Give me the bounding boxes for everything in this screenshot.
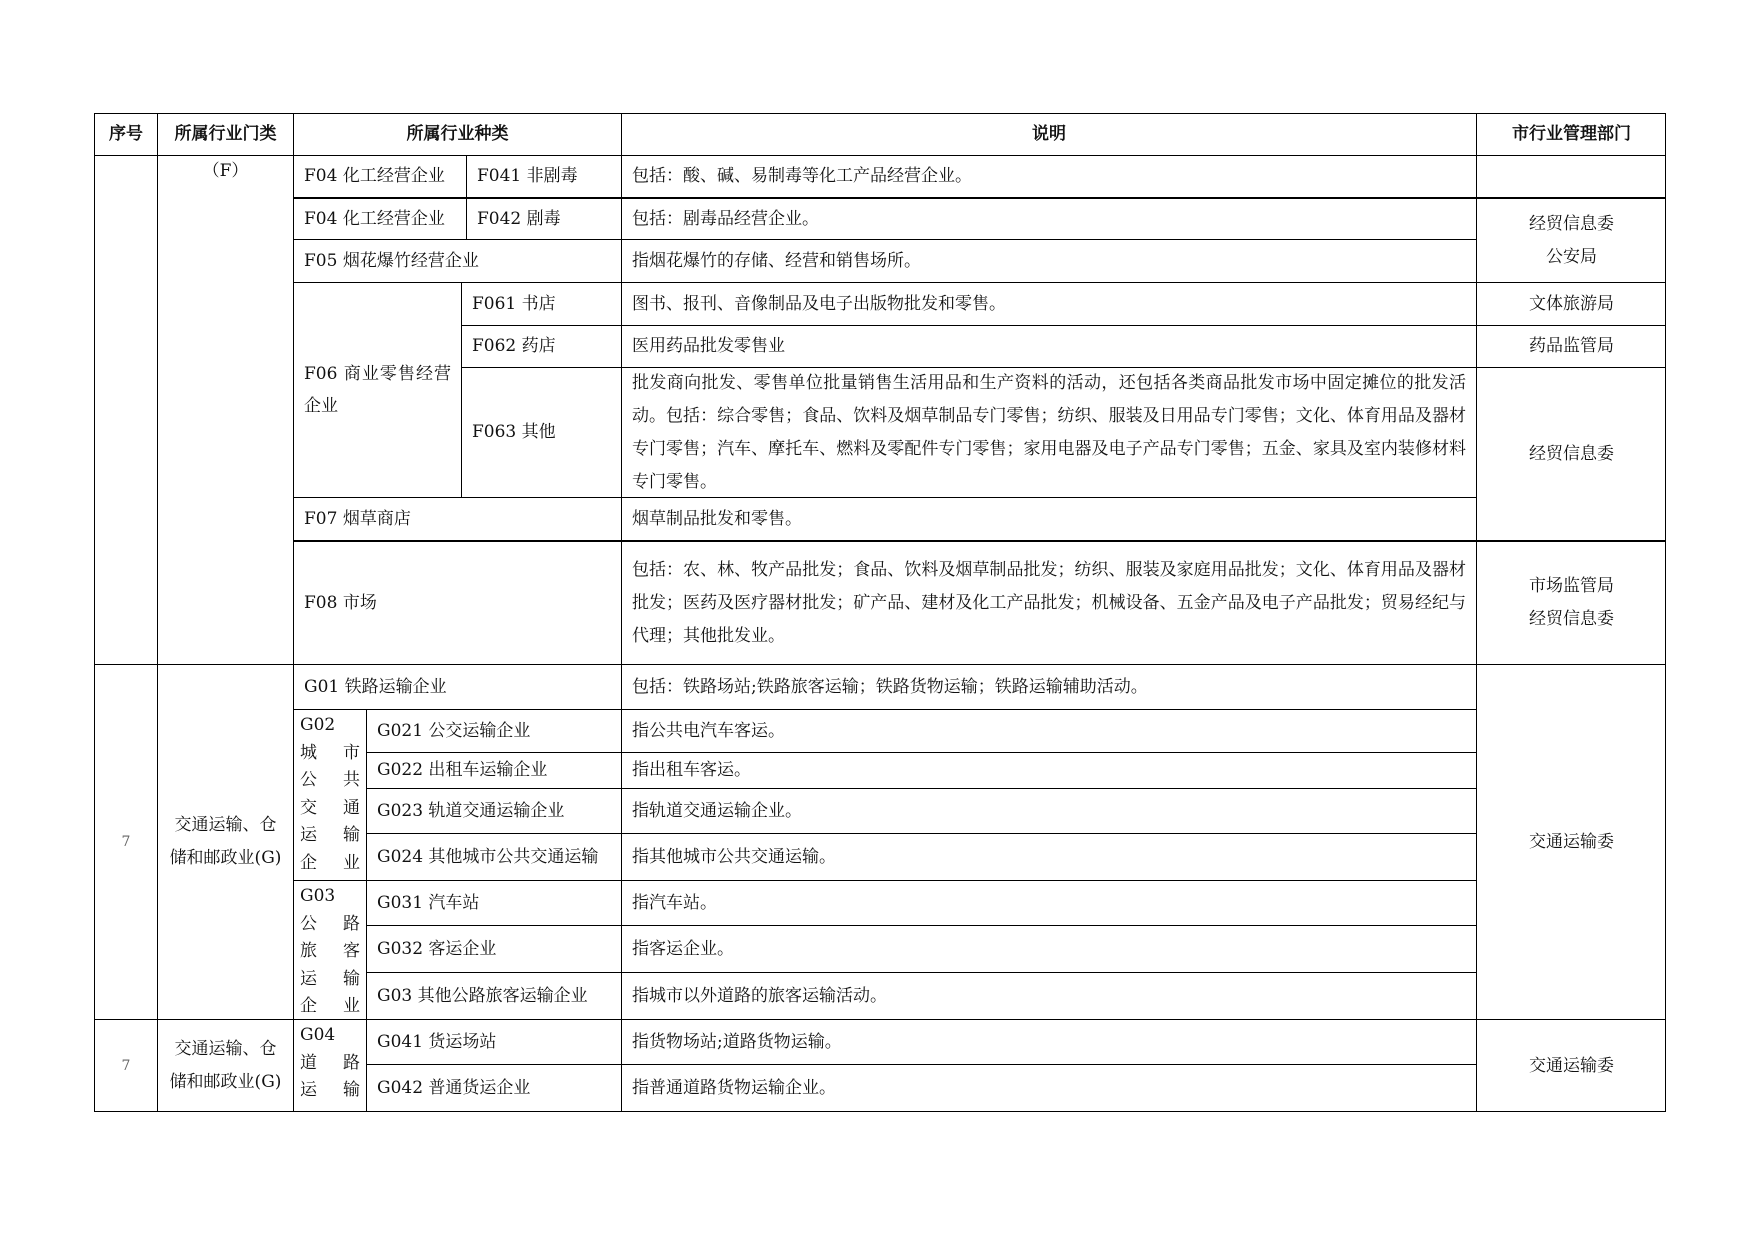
kind-f07: F07 烟草商店	[293, 497, 621, 540]
kind-g01: G01 铁路运输企业	[293, 664, 621, 709]
g02-line-6: 企业	[300, 852, 360, 873]
kind-g021: G021 公交运输企业	[366, 709, 621, 752]
dept-g2: 交通运输委	[1476, 1019, 1666, 1112]
dept-line-2: 公安局	[1546, 246, 1597, 267]
g04-line-1: G04	[300, 1025, 336, 1045]
desc-g033: 指城市以外道路的旅客运输活动。	[621, 972, 1476, 1019]
dept-f042-f05	[1476, 197, 1666, 282]
desc-g032: 指客运企业。	[621, 925, 1476, 972]
dept-f062: 药品监管局	[1476, 325, 1666, 367]
header-kind: 所属行业种类	[293, 113, 621, 155]
desc-g023: 指轨道交通运输企业。	[621, 788, 1476, 833]
header-category: 所属行业门类	[157, 113, 293, 155]
category-cell-f: （F）	[157, 155, 293, 664]
kind-g04	[293, 1019, 366, 1112]
g02-line-5: 运 输	[300, 825, 360, 845]
desc-f063: 批发商向批发、零售单位批量销售生活用品和生产资料的活动，还包括各类商品批发市场中固定摊位的批发活动。包括：综合零售；食品、饮料及烟草制品专门零售；纺织、服装及日用品专门零售；文化、体育用品及器材专门零售；汽车、摩托车、燃料及零配件专门零售；家用电器及电子产品专门零售；五金、家具及室内装修材料专门零售。	[621, 367, 1476, 497]
category-g2-line-2: 储和邮政业(G)	[169, 1072, 282, 1092]
desc-f061: 图书、报刊、音像制品及电子出版物批发和零售。	[621, 282, 1476, 325]
desc-g041: 指货物场站;道路货物运输。	[621, 1019, 1476, 1064]
kind-f04-a: F04 化工经营企业	[293, 155, 466, 197]
kind-g031: G031 汽车站	[366, 880, 621, 925]
desc-f07: 烟草制品批发和零售。	[621, 497, 1476, 540]
g02-line-3: 公 共	[300, 770, 360, 790]
category-cell-g2	[157, 1019, 293, 1112]
kind-g03	[293, 880, 366, 1019]
dept-f08	[1476, 540, 1666, 664]
desc-f041: 包括：酸、碱、易制毒等化工产品经营企业。	[621, 155, 1476, 197]
seq-cell-g2: 7	[94, 1019, 157, 1112]
desc-f05: 指烟花爆竹的存储、经营和销售场所。	[621, 239, 1476, 282]
category-cell-g1	[157, 664, 293, 1019]
desc-g042: 指普通道路货物运输企业。	[621, 1064, 1476, 1112]
desc-g01: 包括：铁路场站;铁路旅客运输；铁路货物运输；铁路运输辅助活动。	[621, 664, 1476, 709]
dept-f08-line-2: 经贸信息委	[1529, 609, 1614, 629]
dept-g1: 交通运输委	[1476, 664, 1666, 1019]
dept-f063-f07: 经贸信息委	[1476, 367, 1666, 540]
g03-line-5: 企业	[300, 996, 360, 1016]
g04-line-3: 运 输	[300, 1080, 360, 1100]
g02-line-4: 交 通	[300, 797, 360, 818]
kind-f061: F061 书店	[461, 282, 621, 325]
category-g1-line-2: 储和邮政业(G)	[169, 848, 282, 868]
g03-line-1: G03	[300, 886, 336, 906]
dept-f08-line-1: 市场监管局	[1529, 576, 1614, 596]
header-dept: 市行业管理部门	[1476, 113, 1666, 155]
header-seq: 序号	[94, 113, 157, 155]
g03-line-3: 旅 客	[300, 941, 360, 961]
seq-cell-f	[94, 155, 157, 664]
kind-f063: F063 其他	[461, 367, 621, 497]
g04-line-2: 道 路	[300, 1052, 360, 1073]
kind-g042: G042 普通货运企业	[366, 1064, 621, 1112]
g02-line-1: G02	[300, 715, 336, 735]
dept-line-1: 经贸信息委	[1529, 213, 1614, 234]
kind-g041: G041 货运场站	[366, 1019, 621, 1064]
desc-g024: 指其他城市公共交通运输。	[621, 833, 1476, 880]
kind-f05: F05 烟花爆竹经营企业	[293, 239, 621, 282]
category-g2-line-1: 交通运输、仓	[174, 1039, 277, 1059]
g03-line-4: 运 输	[300, 968, 360, 989]
kind-g022: G022 出租车运输企业	[366, 752, 621, 788]
kind-f041: F041 非剧毒	[466, 155, 621, 197]
dept-f061: 文体旅游局	[1476, 282, 1666, 325]
kind-f06: F06 商业零售经营企业	[293, 282, 461, 497]
g02-line-2: 城 市	[300, 742, 360, 763]
kind-g024: G024 其他城市公共交通运输	[366, 833, 621, 880]
industry-table	[94, 113, 1666, 1112]
desc-g021: 指公共电汽车客运。	[621, 709, 1476, 752]
kind-f04-b: F04 化工经营企业	[293, 197, 466, 239]
kind-f042: F042 剧毒	[466, 197, 621, 239]
kind-g032: G032 客运企业	[366, 925, 621, 972]
kind-g02	[293, 709, 366, 880]
header-desc: 说明	[621, 113, 1476, 155]
dept-f041	[1476, 155, 1666, 197]
desc-f08: 包括：农、林、牧产品批发；食品、饮料及烟草制品批发；纺织、服装及家庭用品批发；文化、体育用品及器材批发；医药及医疗器材批发；矿产品、建材及化工产品批发；机械设备、五金产品及电子产品批发；贸易经纪与代理；其他批发业。	[621, 540, 1476, 664]
seq-cell-g1: 7	[94, 664, 157, 1019]
kind-g033: G03 其他公路旅客运输企业	[366, 972, 621, 1019]
desc-g022: 指出租车客运。	[621, 752, 1476, 788]
kind-f062: F062 药店	[461, 325, 621, 367]
g03-line-2: 公 路	[300, 913, 360, 934]
kind-g023: G023 轨道交通运输企业	[366, 788, 621, 833]
desc-g031: 指汽车站。	[621, 880, 1476, 925]
kind-f08: F08 市场	[293, 540, 621, 664]
desc-f062: 医用药品批发零售业	[621, 325, 1476, 367]
category-g1-line-1: 交通运输、仓	[174, 815, 277, 835]
desc-f042: 包括：剧毒品经营企业。	[621, 197, 1476, 239]
